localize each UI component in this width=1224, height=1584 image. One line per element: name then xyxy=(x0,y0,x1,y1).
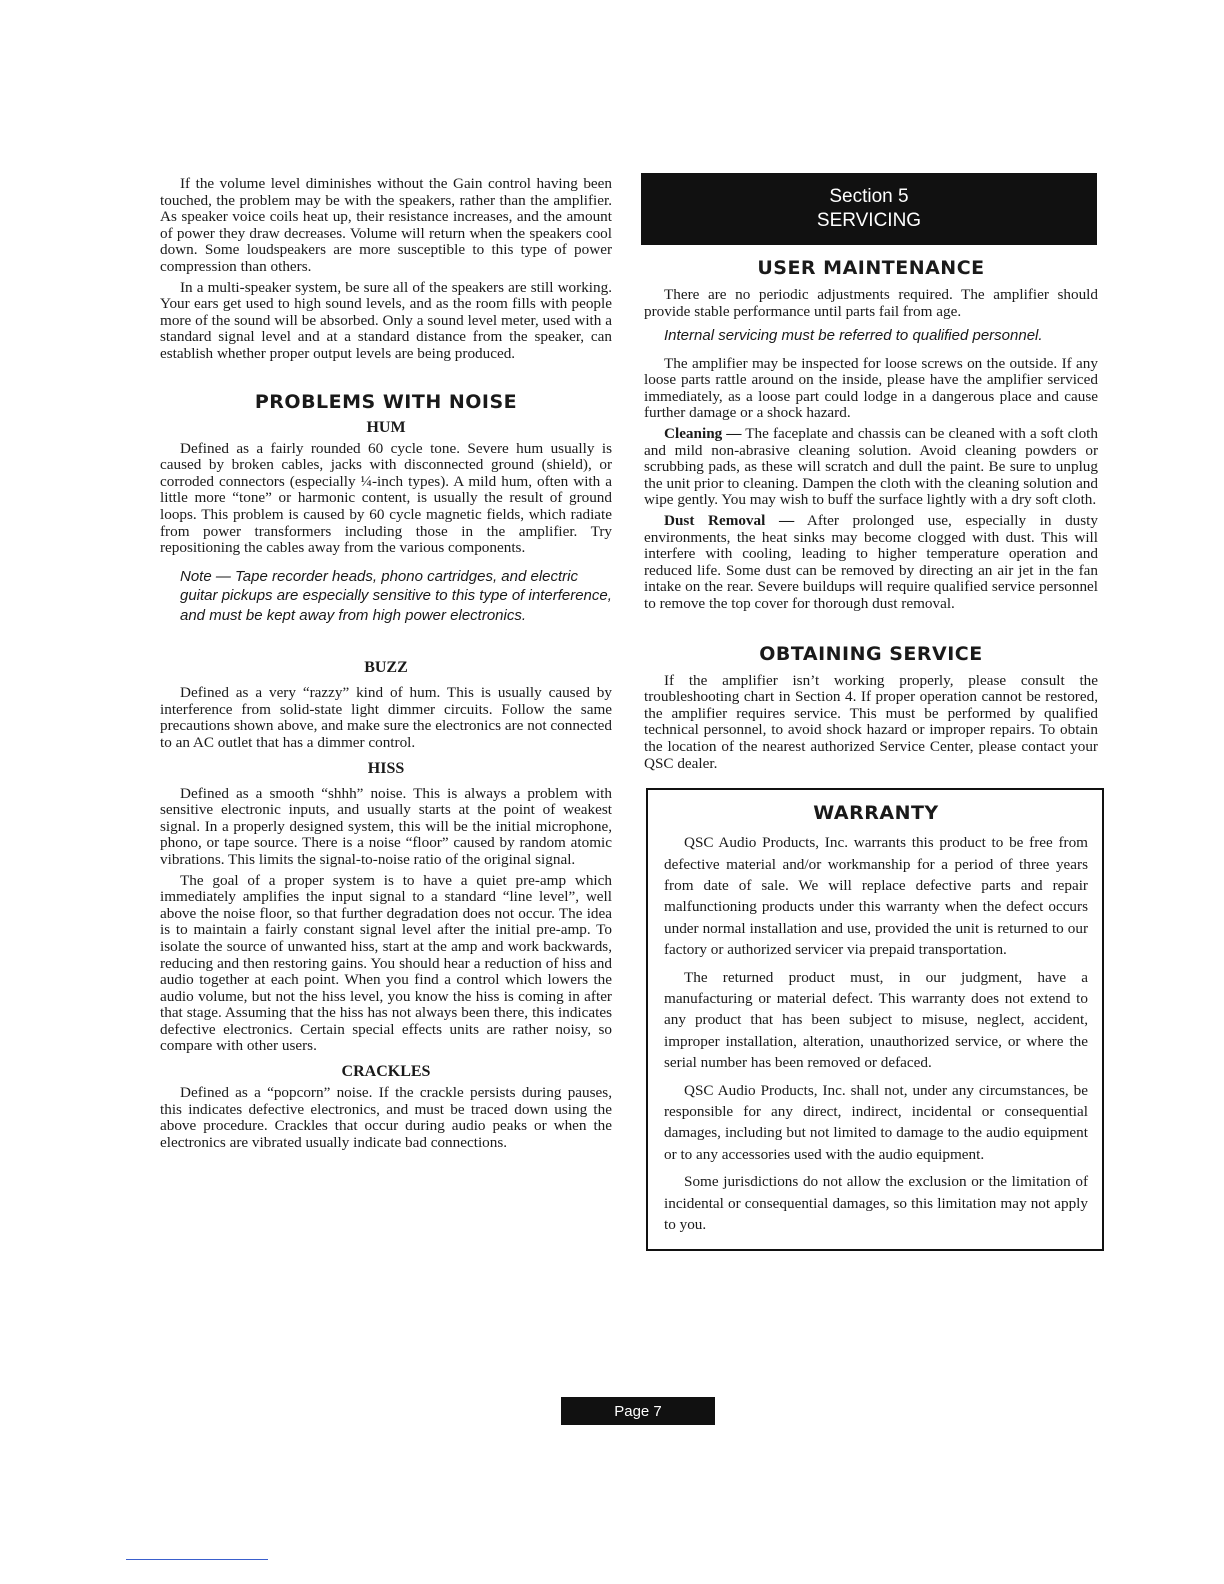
crackles-heading: CRACKLES xyxy=(341,1063,431,1081)
page-number: Page 7 xyxy=(561,1397,715,1425)
warranty-paragraph: The returned product must, in our judgment, have a manufacturing or material defect. This warranty does not extend to any product that has been subject to misuse, neglect, accident, improper installation, alteration, unauthorized service, or where the serial number has been removed or defaced. xyxy=(664,968,1088,1072)
dust-paragraph xyxy=(644,513,1098,613)
right-column xyxy=(644,173,1098,1251)
left-column xyxy=(160,176,612,1151)
warranty-paragraph: Some jurisdictions do not allow the exclusion or the limitation of incidental or consequential damages, so this limitation may not apply to you. xyxy=(664,1173,1088,1234)
hiss-paragraph: The goal of a proper system is to have a quiet pre-amp which immediately amplifies the input signal to a standard “line level”, well above the noise floor, so that further degradation does not occur. The idea is to maintain a fairly constant signal level after the initial pre-amp. To isolate the source of unwanted hiss, start at the amp and work backwards, reducing and then restoring gains. You should hear a reduction of hiss and audio together at each point. When you find a control which lowers the audio volume, but not the hiss level, you know the hiss is coming in after that stage. Assuming that the hiss has not always been there, this indicates defective electronics. Certain special effects units are rather noisy, so compare with other users. xyxy=(160,871,612,1055)
warranty-paragraph: QSC Audio Products, Inc. warrants this product to be free from defective material and/or workmanship for a period of three years from date of sale. We will replace defective parts and repair malfunctioning products under this warranty when the defect occurs under normal installation and use, provided the unit is returned to our factory or authorized servicer via prepaid transportation. xyxy=(664,834,1088,959)
hum-heading: HUM xyxy=(366,418,406,436)
buzz-text: Defined as a very “razzy” kind of hum. This is usually caused by interference from solid-state light dimmer circuits. Follow the same precautions shown above, and make sure the electronics are not connected to an AC outlet that has a dimmer control. xyxy=(160,684,612,751)
hiss-paragraph: Defined as a smooth “shhh” noise. This is always a problem with sensitive electronic inputs, and usually starts at the point of weakest signal. In a properly designed system, this will be the initial microphone, phono, or tape source. There is a noise “floor” caused by random atomic vibrations. This limits the signal-to-noise ratio of the original signal. xyxy=(160,784,612,868)
section-banner xyxy=(641,173,1097,245)
intro-paragraph: If the volume level diminishes without the Gain control having been touched, the problem may be with the speakers, rather than the amplifier. As speaker voice coils heat up, their resistance increases, and the amount of power they draw decreases. Volume will return when the speakers cool down. Some loudspeakers are more susceptible to this type of power compression than others. xyxy=(160,175,612,275)
noise-heading: PROBLEMS WITH NOISE xyxy=(254,390,518,413)
hum-text: Defined as a fairly rounded 60 cycle tone. Severe hum usually is caused by broken cables, jacks with disconnected ground (shield), or corroded connectors (especially ¼-inch types). A mild hum, often with a little more “tone” or harmonic content, is usually the result of ground loops. This problem is caused by 60 cycle magnetic fields, which radiate from power transformers including those in the amplifier. Try repositioning the cables away from the various components. xyxy=(160,439,612,557)
section-title: SERVICING xyxy=(816,210,922,231)
cleaning-text: The faceplate and chassis can be cleaned with a soft cloth and mild non-abrasive cleaning solution. Avoid cleaning powders or scrubbing pads, as these will scratch and dull the paint. Be sure to unplug the unit prior to cleaning. Dampen the cloth with the cleaning solution and wipe gently. You may wish to buff the surface lightly with a dry soft cloth. xyxy=(644,425,1098,509)
footer-rule xyxy=(126,1559,268,1560)
dust-label: Dust Removal — xyxy=(664,512,795,530)
dust-text: After prolonged use, especially in dusty environments, the heat sinks may become clogged with dust. This will interfere with cooling, leading to higher temperature operation and reduced life. Some dust can be removed by directing an air jet in the fan intake on the rear. Severe buildups will require qualified service personnel to remove the top cover for thorough dust removal. xyxy=(644,512,1098,612)
cleaning-paragraph xyxy=(644,426,1098,509)
crackles-text: Defined as a “popcorn” noise. If the crackle persists during pauses, this indicates defective electronics, and must be traced down using the above procedure. Crackles that occur during audio peaks or when the electronics are vibrated usually indicate bad connections. xyxy=(160,1084,612,1151)
service-text: If the amplifier isn’t working properly, please consult the troubleshooting chart in Section 4. If proper operation cannot be restored, the amplifier requires service. This must be performed by qualified technical personnel, to avoid shock hazard or improper repairs. To obtain the location of the nearest authorized Service Center, please contact your QSC dealer. xyxy=(644,671,1098,772)
section-label: Section 5 xyxy=(829,186,909,207)
maintenance-note: Internal servicing must be referred to qualified personnel. xyxy=(664,327,1043,345)
inspect-text: The amplifier may be inspected for loose screws on the outside. If any loose parts rattle around on the inside, please have the amplifier serviced immediately, as a loose part could lodge in a dangerous place and cause further damage or a shock hazard. xyxy=(644,354,1098,422)
service-heading: OBTAINING SERVICE xyxy=(759,642,983,665)
warranty-box xyxy=(646,788,1104,1251)
warranty-heading: WARRANTY xyxy=(813,802,939,825)
maintenance-heading: USER MAINTENANCE xyxy=(757,257,985,279)
hiss-heading: HISS xyxy=(367,759,405,777)
intro-paragraph: In a multi-speaker system, be sure all of the speakers are still working. Your ears get used to high sound levels, and as the room fills with people more of the sound will be absorbed. Only a sound level meter, used with a standard signal level and at a standard distance from the speaker, can establish whether proper output levels are being produced. xyxy=(160,278,612,362)
buzz-heading: BUZZ xyxy=(364,659,408,677)
warranty-paragraph: QSC Audio Products, Inc. shall not, under any circumstances, be responsible for any direct, indirect, incidental or consequential damages, including but not limited to damage to the audio equipment or to any accessories used with the audio equipment. xyxy=(664,1081,1088,1163)
hum-note: Note — Tape recorder heads, phono cartridges, and electric guitar pickups are especially sensitive to this type of interference, and must be kept away from high power electronics. xyxy=(180,567,612,624)
cleaning-label: Cleaning — xyxy=(664,425,742,443)
maintenance-intro: There are no periodic adjustments required. The amplifier should provide stable performance until parts fail from age. xyxy=(644,286,1098,320)
